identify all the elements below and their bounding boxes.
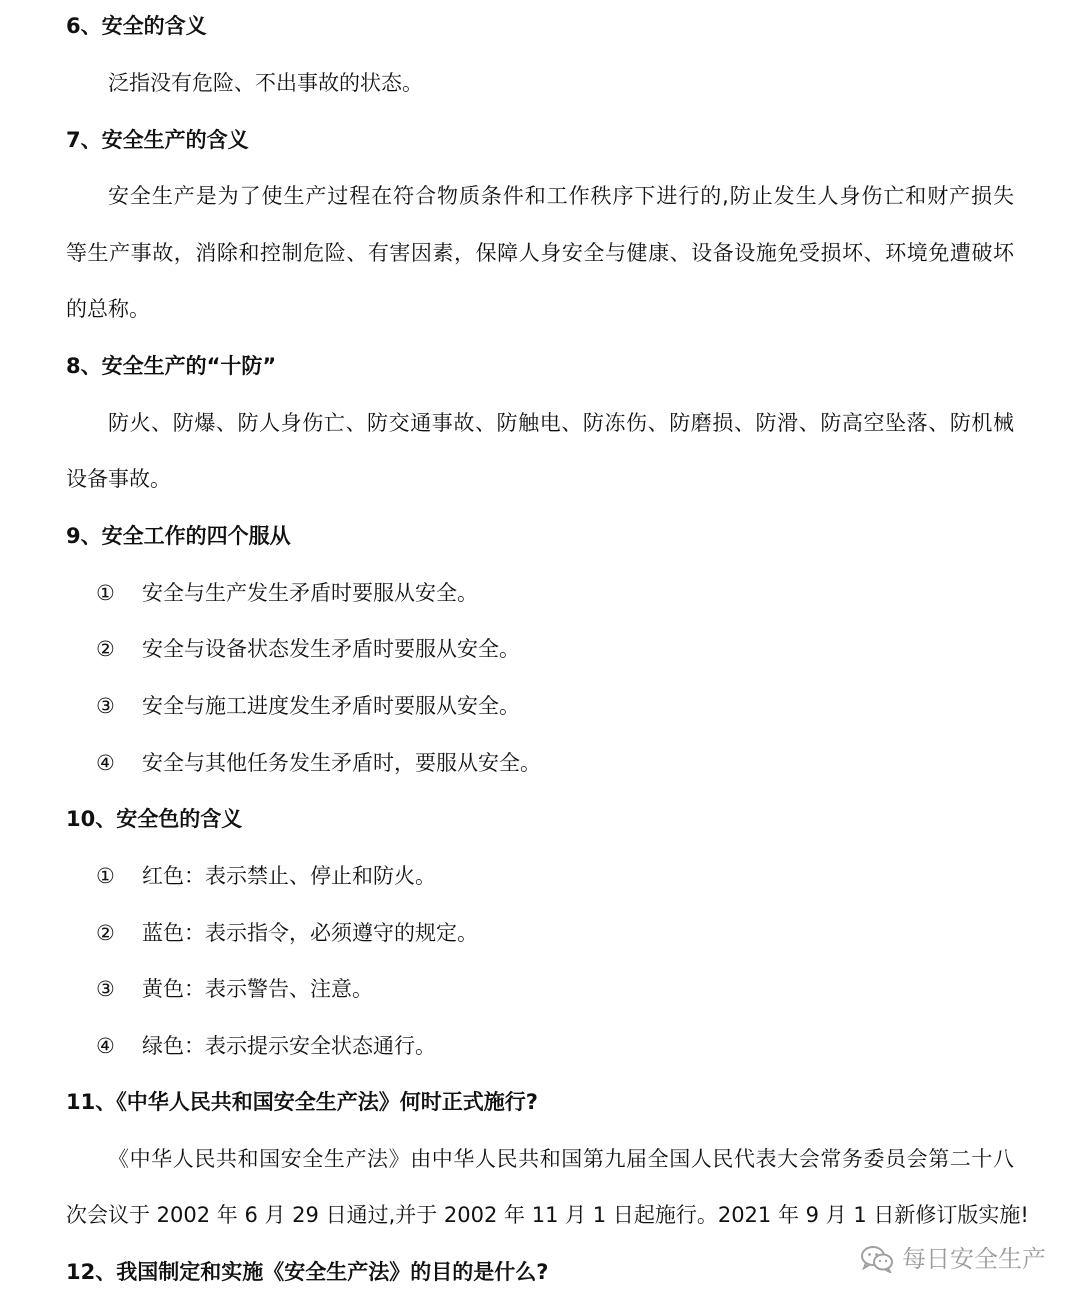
list-number: ④	[96, 751, 115, 775]
watermark-text: 每日安全生产	[902, 1245, 1046, 1273]
section-7-body-line-3: 的总称。	[66, 297, 150, 321]
section-11-body-line-2: 次会议于 2002 年 6 月 29 日通过,并于 2002 年 11 月 1 日起施行。2021 年 9 月 1 日新修订版实施!	[66, 1203, 1029, 1227]
list-text: 安全与其他任务发生矛盾时，要服从安全。	[142, 751, 541, 775]
list-text: 安全与生产发生矛盾时要服从安全。	[142, 581, 478, 605]
section-8-title: 8、安全生产的“十防”	[66, 354, 277, 378]
section-9-item-1	[96, 578, 1014, 608]
list-number: ②	[96, 637, 115, 661]
section-11-title: 11、《中华人民共和国安全生产法》何时正式施行?	[66, 1090, 538, 1114]
list-text: 蓝色：表示指令，必须遵守的规定。	[142, 921, 478, 945]
section-8-body-line-2: 设备事故。	[66, 467, 171, 491]
watermark	[860, 1244, 1046, 1274]
list-number: ②	[96, 921, 115, 945]
list-text: 红色：表示禁止、停止和防火。	[142, 864, 436, 888]
list-number: ④	[96, 1034, 115, 1058]
section-10-item-2	[96, 918, 1014, 948]
section-8-body-line-1: 防火、防爆、防人身伤亡、防交通事故、防触电、防冻伤、防磨损、防滑、防高空坠落、防机械	[108, 411, 1014, 435]
section-11-body-line-1: 《中华人民共和国安全生产法》由中华人民共和国第九届全国人民代表大会常务委员会第二十八	[108, 1147, 1014, 1171]
list-text: 安全与施工进度发生矛盾时要服从安全。	[142, 694, 520, 718]
section-10-item-4	[96, 1031, 1014, 1061]
section-10-item-1	[96, 861, 1014, 891]
list-text: 黄色：表示警告、注意。	[142, 977, 373, 1001]
section-6-title: 6、安全的含义	[66, 14, 207, 38]
section-7-title: 7、安全生产的含义	[66, 128, 249, 152]
section-9-item-4	[96, 748, 1014, 778]
list-text: 绿色：表示提示安全状态通行。	[142, 1034, 436, 1058]
wechat-icon	[860, 1245, 894, 1273]
list-text: 安全与设备状态发生矛盾时要服从安全。	[142, 637, 520, 661]
section-7-body-line-1: 安全生产是为了使生产过程在符合物质条件和工作秩序下进行的,防止发生人身伤亡和财产损失	[108, 184, 1014, 208]
section-10-item-3	[96, 974, 1014, 1004]
section-7-body-line-2: 等生产事故，消除和控制危险、有害因素，保障人身安全与健康、设备设施免受损坏、环境免遭破坏	[66, 241, 1014, 265]
section-6-body: 泛指没有危险、不出事故的状态。	[108, 71, 423, 95]
section-10-title: 10、安全色的含义	[66, 807, 243, 831]
list-number: ③	[96, 694, 115, 718]
section-9-item-2	[96, 634, 1014, 664]
list-number: ①	[96, 581, 115, 605]
section-9-item-3	[96, 691, 1014, 721]
section-12-title: 12、我国制定和实施《安全生产法》的目的是什么?	[66, 1260, 549, 1284]
list-number: ③	[96, 977, 115, 1001]
section-9-title: 9、安全工作的四个服从	[66, 524, 291, 548]
list-number: ①	[96, 864, 115, 888]
